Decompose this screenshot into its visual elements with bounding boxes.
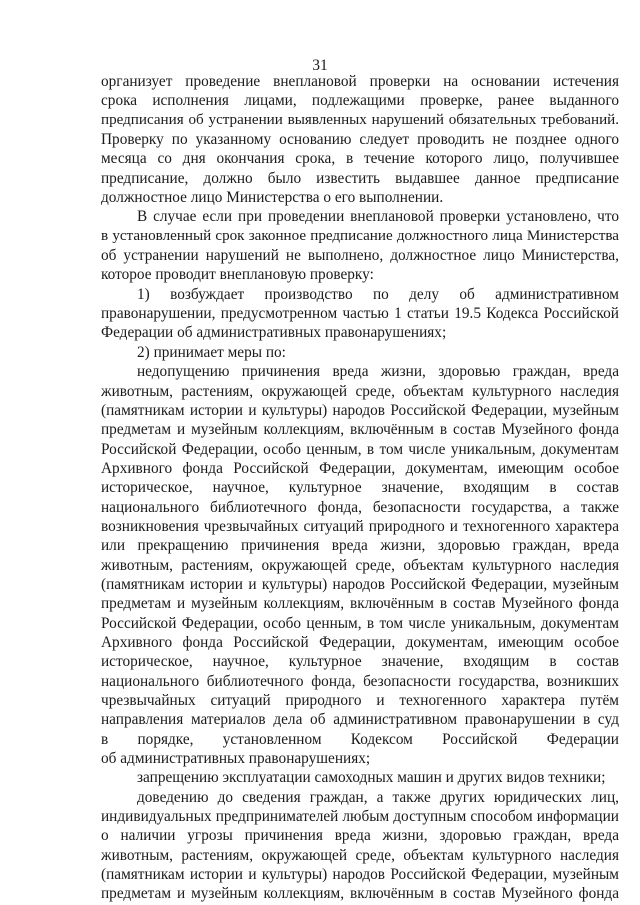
- text-line: национального библиотечного фонда, безопасности государства, возникших: [101, 672, 619, 690]
- text-line: срока исполнения лицами, подлежащими проверке, ранее выданного: [101, 92, 619, 110]
- text-line: (памятникам истории и культуры) народов Российской Федерации, музейным: [101, 866, 619, 884]
- text-line: предписания об устранении выявленных нарушений обязательных требований.: [101, 111, 619, 128]
- text-line: 2) принимает меры по:: [137, 343, 286, 361]
- text-line: животным, растениям, окружающей среде, объектам культурного наследия: [101, 382, 619, 400]
- text-line: в порядке, установленном Кодексом Российской Федерации: [101, 730, 619, 748]
- text-line: организует проведение внеплановой проверки на основании истечения: [101, 73, 619, 90]
- text-line: Российской Федерации, особо ценным, в том числе уникальным, документам: [101, 440, 619, 458]
- text-line: Российской Федерации, особо ценным, в том числе уникальным, документам: [101, 614, 619, 632]
- text-line: месяца со дня окончания срока, в течение которого лицо, получившее: [101, 150, 619, 168]
- text-line: которое проводит внеплановую проверку:: [101, 266, 374, 284]
- text-line: недопущению причинения вреда жизни, здоровью граждан, вреда: [137, 363, 619, 381]
- text-line: Архивного фонда Российской Федерации, документам, имеющим особое: [101, 633, 619, 651]
- text-line: 1) возбуждает производство по делу об административном: [137, 285, 619, 303]
- text-line: национального библиотечного фонда, безопасности государства, а также: [101, 498, 619, 516]
- text-line: правонарушении, предусмотренном частью 1 статьи 19.5 Кодекса Российской: [101, 305, 619, 323]
- text-line: доведению до сведения граждан, а также других юридических лиц,: [137, 788, 619, 806]
- text-line: (памятникам истории и культуры) народов Российской Федерации, музейным: [101, 401, 619, 419]
- text-line: предметам и музейным коллекциям, включённым в состав Музейного фонда: [101, 421, 619, 439]
- text-line: должностное лицо Министерства о его выполнении.: [101, 189, 444, 207]
- text-line: историческое, научное, культурное значение, входящим в состав: [101, 653, 619, 671]
- text-line: предписание, должно было известить выдавшее данное предписание: [101, 169, 619, 187]
- text-line: направления материалов дела об административном правонарушении в суд: [101, 711, 619, 729]
- text-line: возникновения чрезвычайных ситуаций природного и техногенного характера: [101, 517, 619, 535]
- body-text: [101, 72, 619, 904]
- text-line: предметам и музейным коллекциям, включённым в состав Музейного фонда: [101, 885, 619, 903]
- text-line: историческое, научное, культурное значение, входящим в состав: [101, 479, 619, 497]
- page-number: 31: [312, 57, 328, 74]
- text-line: чрезвычайных ситуаций природного и техногенного характера путём: [101, 692, 619, 709]
- text-line: индивидуальных предпринимателей любым доступным способом информации: [101, 808, 619, 826]
- text-line: (памятникам истории и культуры) народов Российской Федерации, музейным: [101, 575, 619, 593]
- text-line: животным, растениям, окружающей среде, объектам культурного наследия: [101, 846, 619, 864]
- text-line: предметам и музейным коллекциям, включённым в состав Музейного фонда: [101, 595, 619, 613]
- text-line: Архивного фонда Российской Федерации, документам, имеющим особое: [101, 459, 619, 477]
- text-line: о наличии угрозы причинения вреда жизни, здоровью граждан, вреда: [101, 827, 619, 845]
- text-line: об административных правонарушениях;: [101, 750, 371, 768]
- text-line: Федерации об административных правонарушениях;: [101, 324, 447, 342]
- text-line: животным, растениям, окружающей среде, объектам культурного наследия: [101, 556, 619, 574]
- text-line: об устранении нарушений не выполнено, должностное лицо Министерства,: [101, 247, 619, 265]
- text-line: запрещению эксплуатации самоходных машин и других видов техники;: [137, 769, 606, 787]
- text-line: Проверку по указанному основанию следует проводить не позднее одного: [101, 131, 619, 149]
- text-line: В случае если при проведении внеплановой проверки установлено, что: [137, 208, 619, 226]
- text-line: в установленный срок законное предписание должностного лица Министерства: [101, 227, 619, 244]
- text-line: или прекращению причинения вреда жизни, здоровью граждан, вреда: [101, 537, 619, 555]
